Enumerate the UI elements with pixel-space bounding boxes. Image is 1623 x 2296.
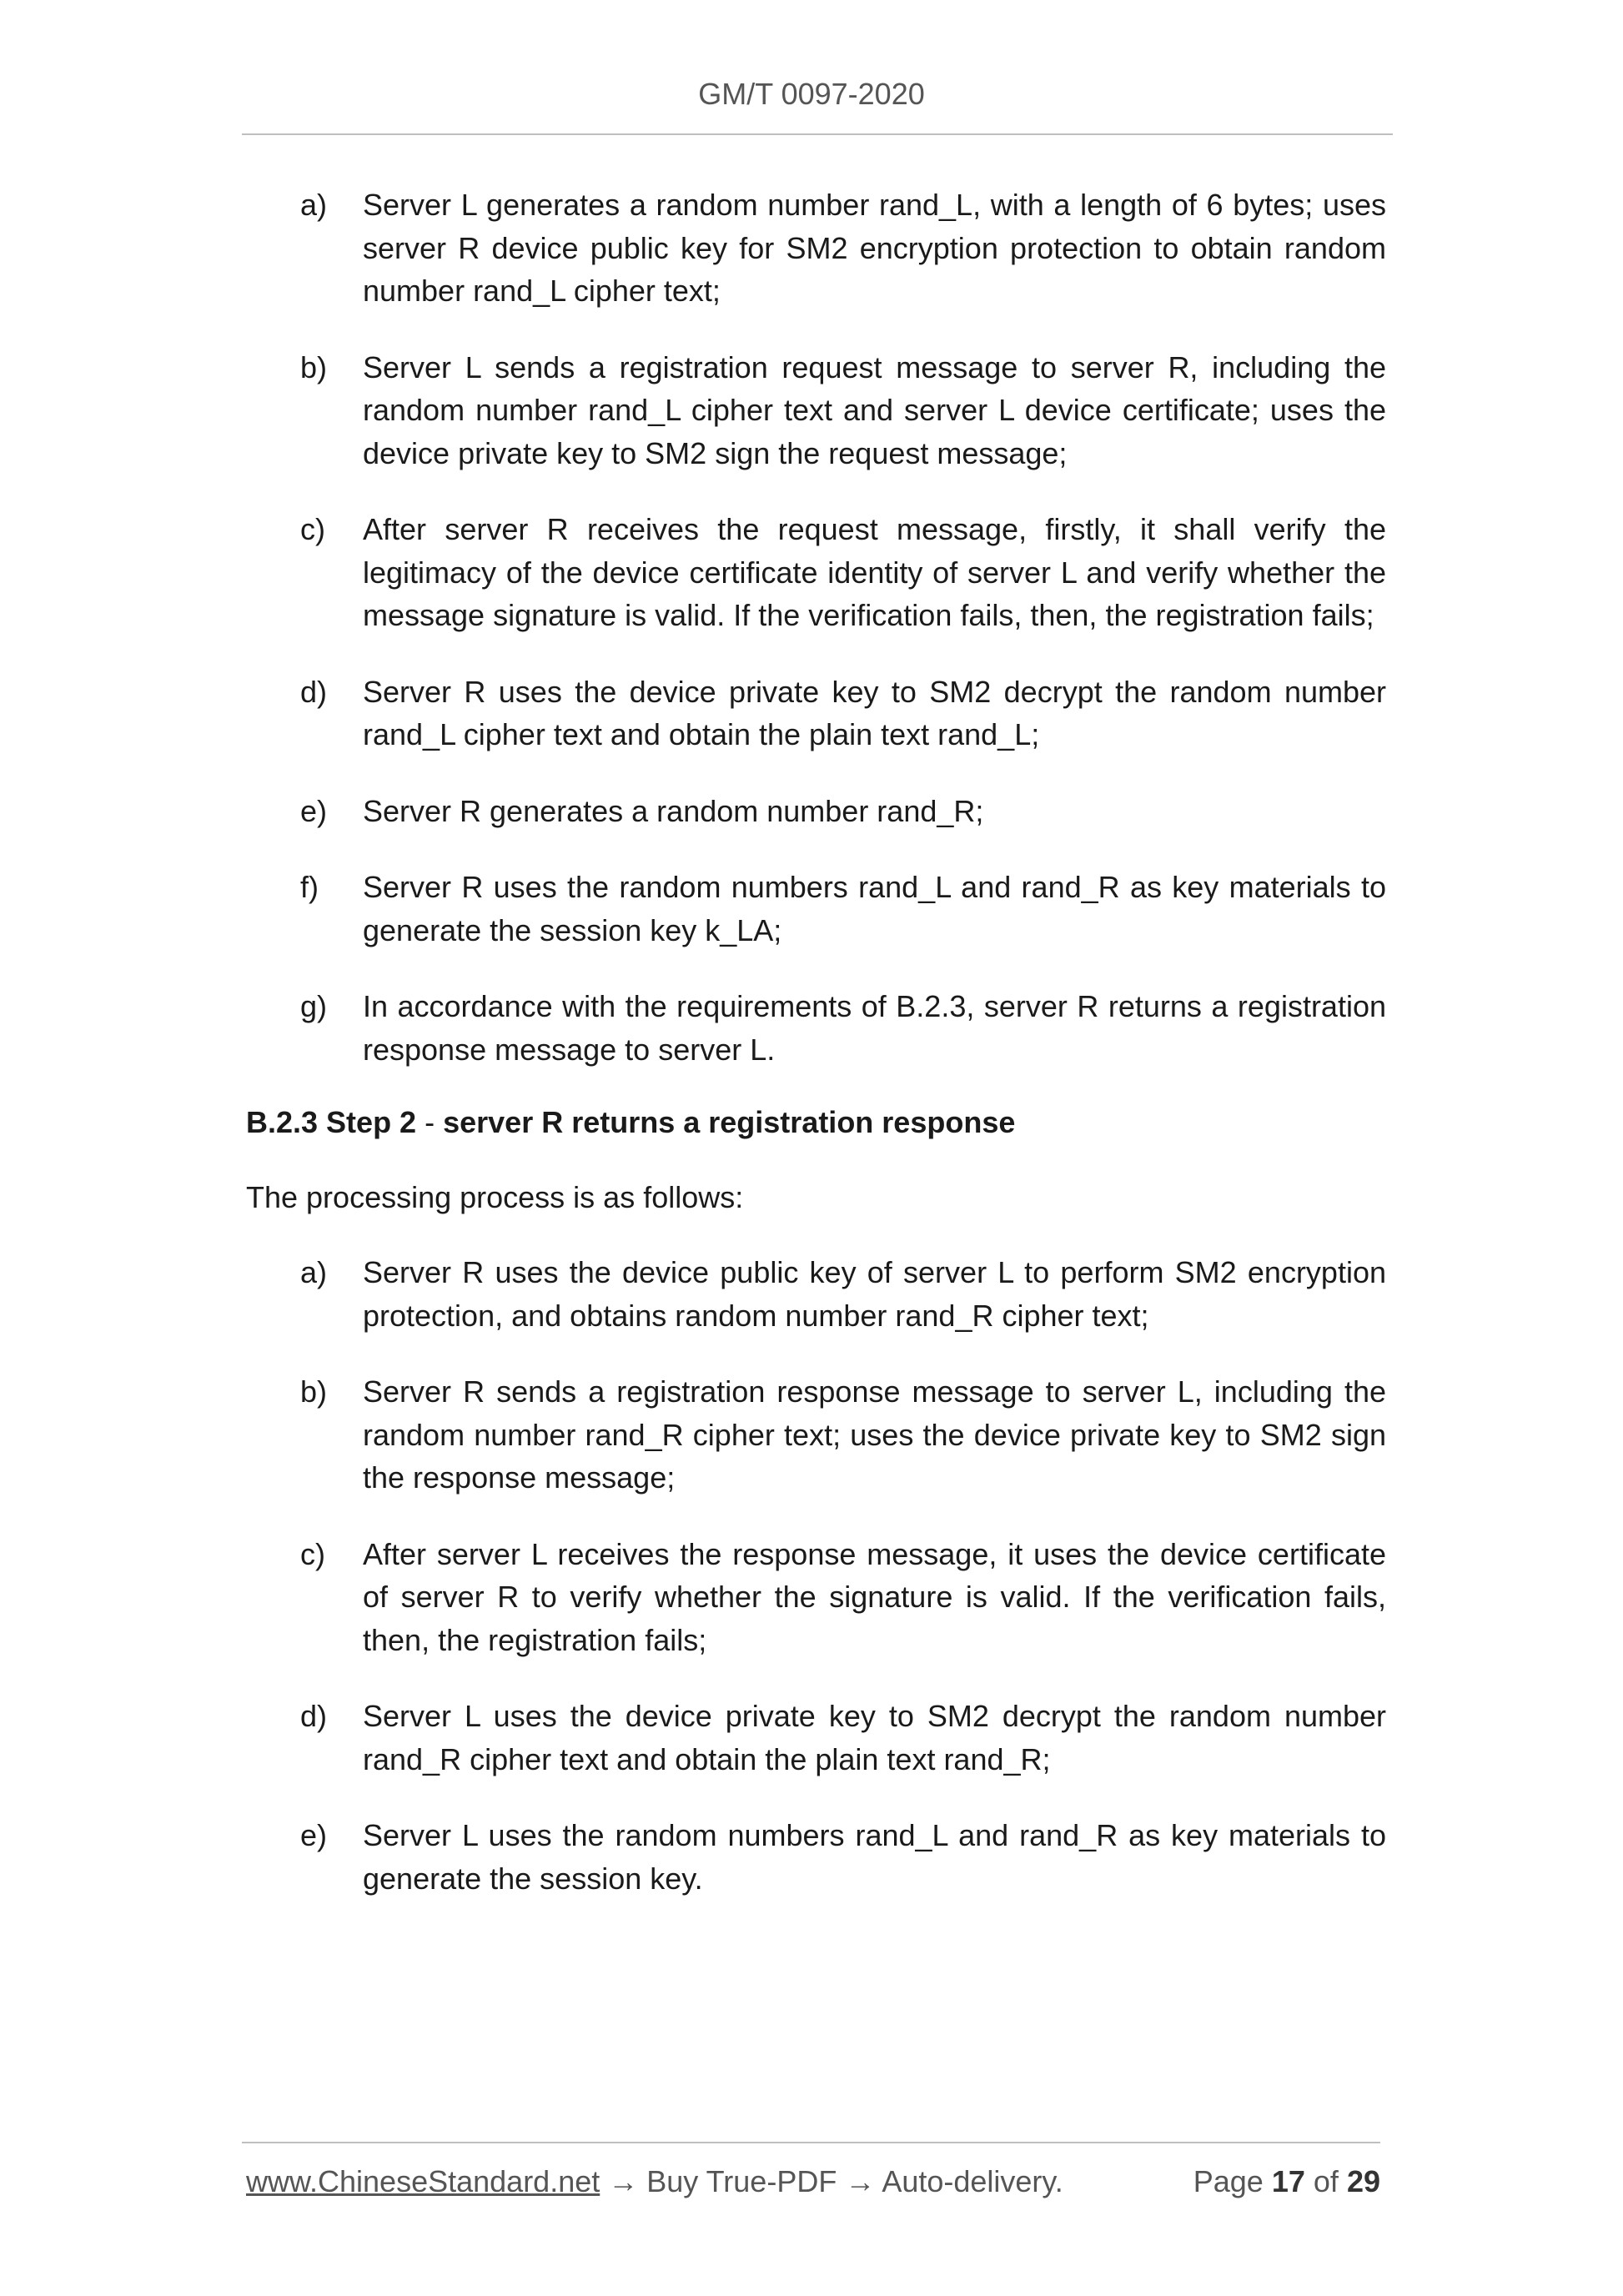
step-1-list bbox=[300, 183, 1386, 1104]
list-item bbox=[300, 866, 1386, 952]
of-label: of bbox=[1313, 2164, 1339, 2198]
list-item bbox=[300, 985, 1386, 1071]
list-item-text: Server L uses the device private key to SM2 decrypt the random number rand_R cipher text and obtain the plain text rand_R; bbox=[363, 1699, 1386, 1776]
list-item-text: In accordance with the requirements of B.2.3, server R returns a registration response message to server L. bbox=[363, 989, 1386, 1067]
page-label: Page bbox=[1193, 2164, 1264, 2198]
section-heading-separator: - bbox=[416, 1105, 444, 1139]
header-divider bbox=[242, 133, 1393, 135]
section-intro: The processing process is as follows: bbox=[246, 1180, 744, 1214]
list-item bbox=[300, 1251, 1386, 1337]
list-marker: b) bbox=[300, 349, 328, 384]
list-marker: g) bbox=[300, 989, 328, 1023]
page-indicator bbox=[1193, 2160, 1380, 2203]
list-item bbox=[300, 183, 1386, 313]
page-footer bbox=[246, 2160, 1380, 2203]
list-item bbox=[300, 1814, 1386, 1900]
page-number: 17 bbox=[1271, 2164, 1305, 2198]
list-item-text: After server L receives the response message, it uses the device certificate of server R to verify whether the signature is valid. If the verification fails, then, the registration fails; bbox=[363, 1536, 1386, 1657]
footer-divider bbox=[242, 2142, 1380, 2143]
page-header-title: GM/T 0097-2020 bbox=[698, 77, 925, 111]
list-marker: a) bbox=[300, 1255, 328, 1289]
list-item bbox=[300, 1370, 1386, 1500]
list-item bbox=[300, 790, 1386, 833]
list-item-text: Server R uses the device public key of server L to perform SM2 encryption protection, and obtains random number rand_R cipher text; bbox=[363, 1255, 1386, 1333]
list-marker: f) bbox=[300, 870, 319, 904]
list-marker: a) bbox=[300, 188, 328, 222]
list-marker: c) bbox=[300, 1536, 325, 1571]
list-item-text: Server R uses the random numbers rand_L and rand_R as key materials to generate the session key k_LA; bbox=[363, 870, 1386, 947]
list-item bbox=[300, 346, 1386, 475]
list-item-text: Server R uses the device private key to SM2 decrypt the random number rand_L cipher text and obtain the plain text rand_L; bbox=[363, 674, 1386, 751]
list-item-text: Server L sends a registration request message to server R, including the random number rand_L cipher text and server L device certificate; uses the device private key to SM2 sign the request message; bbox=[363, 349, 1386, 470]
list-marker: e) bbox=[300, 793, 328, 828]
page-total: 29 bbox=[1346, 2164, 1380, 2198]
list-item-text: After server R receives the request message, firstly, it shall verify the legitimacy of the device certificate identity of server L and verify whether the message signature is valid. If the verification fails, then, the registration fails; bbox=[363, 512, 1386, 632]
list-item bbox=[300, 1533, 1386, 1662]
list-item bbox=[300, 1695, 1386, 1781]
step-2-list bbox=[300, 1251, 1386, 1933]
list-marker: d) bbox=[300, 1699, 328, 1733]
footer-tagline: → Buy True-PDF → Auto-delivery. bbox=[600, 2164, 1063, 2198]
section-heading-number: B.2.3 Step 2 bbox=[246, 1105, 417, 1139]
website-link[interactable]: www.ChineseStandard.net bbox=[246, 2164, 600, 2198]
list-marker: d) bbox=[300, 674, 328, 709]
list-item bbox=[300, 508, 1386, 637]
list-marker: b) bbox=[300, 1374, 328, 1409]
list-marker: e) bbox=[300, 1818, 328, 1852]
list-marker: c) bbox=[300, 512, 325, 546]
list-item-text: Server R sends a registration response message to server L, including the random number rand_R cipher text; uses the device private key to SM2 sign the response message; bbox=[363, 1374, 1386, 1495]
list-item-text: Server R generates a random number rand_R; bbox=[363, 793, 984, 828]
list-item-text: Server L generates a random number rand_L, with a length of 6 bytes; uses server R device public key for SM2 encryption protection to obtain random number rand_L cipher text; bbox=[363, 188, 1386, 308]
list-item-text: Server L uses the random numbers rand_L and rand_R as key materials to generate the session key. bbox=[363, 1818, 1386, 1896]
section-heading bbox=[246, 1101, 1015, 1144]
section-heading-title: server R returns a registration response bbox=[443, 1105, 1016, 1139]
list-item bbox=[300, 671, 1386, 756]
